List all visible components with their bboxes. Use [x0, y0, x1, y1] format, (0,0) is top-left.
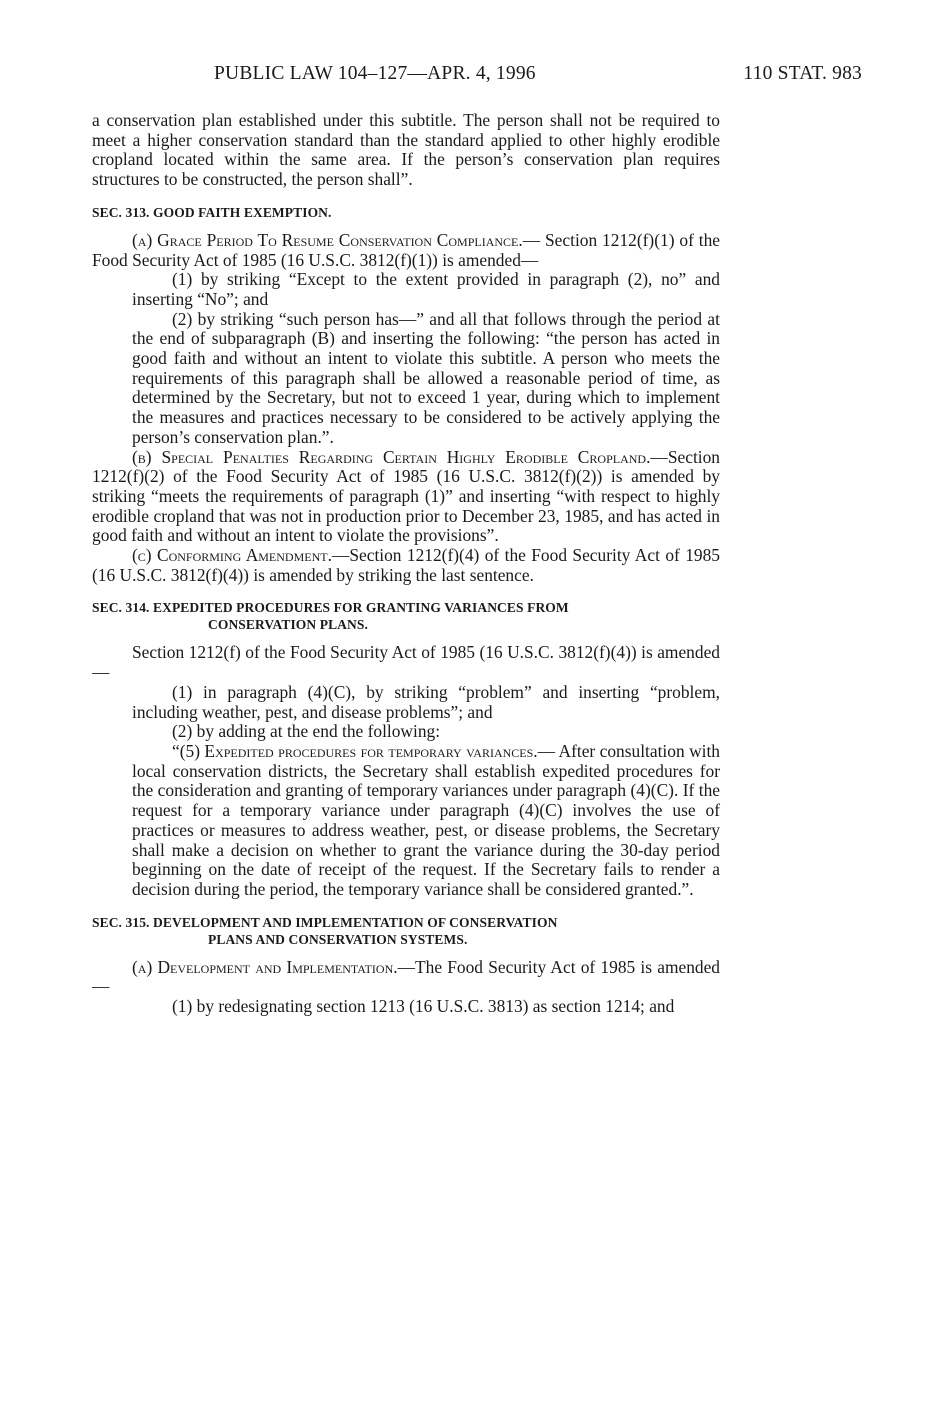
paragraph-313a-2: (2) by striking “such person has—” and all that follows through the period at the end of subparagraph (B) and inserting the following: “the person has acted in good faith and without an intent to violate this subtitle. A person who meets the requirements of this paragraph shall be allowed a reasonable period of time, as determined by the Secretary, but not to exceed 1 year, during which to implement the measures and practices necessary to be considered to be actively applying the person’s conservation plan.”. — [132, 308, 720, 447]
paragraph-continuation: a conservation plan established under this subtitle. The person shall not be required to meet a higher conservation standard than the standard applied to other highly erodible cropland located within the same area. If the person’s conservation plan requires structures to be constructed, the person shall”. — [92, 110, 720, 190]
section-heading-314-line1: SEC. 314. EXPEDITED PROCEDURES FOR GRANTING VARIANCES FROM — [92, 600, 569, 616]
paragraph-314-2: (2) by adding at the end the following: — [172, 721, 441, 742]
section-heading-315 — [92, 914, 720, 948]
subsection-313b-heading: (b) Special Penalties Regarding Certain Highly Erodible Cropland.— — [132, 446, 668, 467]
subsection-315a — [92, 958, 720, 997]
section-heading-313: SEC. 313. GOOD FAITH EXEMPTION. — [92, 204, 332, 220]
subsection-315a-heading: (a) Development and Implementation.— — [132, 956, 415, 977]
section-heading-314 — [92, 599, 720, 633]
subsection-313c — [92, 546, 720, 585]
subsection-313c-heading: (c) Conforming Amendment.— — [132, 545, 350, 566]
paragraph-314-5-text: After consultation with local conservation districts, the Secretary shall establish expedited procedures for the consideration and granting of temporary variances under paragraph (4)(C). If the request for a temporary variance under paragraph (4)(C) involves the use of practices or measures to address weather, pest, or disease problems, the Secretary shall make a decision on whether to grant the variance during the 30-day period beginning on the date of receipt of the request. If the Secretary fails to render a decision during the period, the temporary variance shall be considered granted.”. — [132, 740, 721, 899]
subsection-313a — [92, 231, 720, 270]
subsection-313b — [92, 448, 720, 547]
header-stat-page: 110 STAT. 983 — [743, 63, 862, 84]
paragraph-313a-1: (1) by striking “Except to the extent provided in paragraph (2), no” and inserting “No”; and — [132, 269, 720, 309]
section-heading-315-line1: SEC. 315. DEVELOPMENT AND IMPLEMENTATION OF CONSERVATION — [92, 914, 558, 930]
subsection-313a-heading: (a) Grace Period To Resume Conservation Compliance.— — [132, 229, 541, 250]
paragraph-315a-1: (1) by redesignating section 1213 (16 U.S.C. 3813) as section 1214; and — [172, 996, 675, 1017]
paragraph-314-5 — [92, 742, 720, 900]
header-title: PUBLIC LAW 104–127—APR. 4, 1996 — [214, 63, 536, 84]
subsection-313c-text: Section 1212(f)(4) of the Food Security Act of 1985 (16 U.S.C. 3812(f)(4)) is amended by striking the last sentence. — [92, 545, 720, 585]
section-heading-314-line2: CONSERVATION PLANS. — [208, 617, 368, 633]
paragraph-314-1: (1) in paragraph (4)(C), by striking “problem” and inserting “problem, including weather, pest, and disease problems”; and — [132, 681, 720, 722]
subsection-313a-text: Section 1212(f)(1) of the Food Security Act of 1985 (16 U.S.C. 3812(f)(1)) is amended— — [92, 229, 720, 270]
paragraph-314-5-heading: “(5) Expedited procedures for temporary variances.— — [172, 740, 556, 761]
section-heading-315-line2: PLANS AND CONSERVATION SYSTEMS. — [208, 931, 468, 947]
subsection-315a-text: The Food Security Act of 1985 is amended— — [92, 956, 720, 997]
document-body — [92, 111, 720, 1017]
section-314-intro: Section 1212(f) of the Food Security Act of 1985 (16 U.S.C. 3812(f)(4)) is amended— — [92, 642, 720, 683]
subsection-313b-text: Section 1212(f)(2) of the Food Security Act of 1985 (16 U.S.C. 3812(f)(2)) is amended by striking “meets the requirements of paragraph (1)” and inserting “with respect to highly erodible cropland that was not in production prior to December 23, 1985, and has acted in good faith and without an intent to violate the provisions”. — [92, 446, 720, 546]
